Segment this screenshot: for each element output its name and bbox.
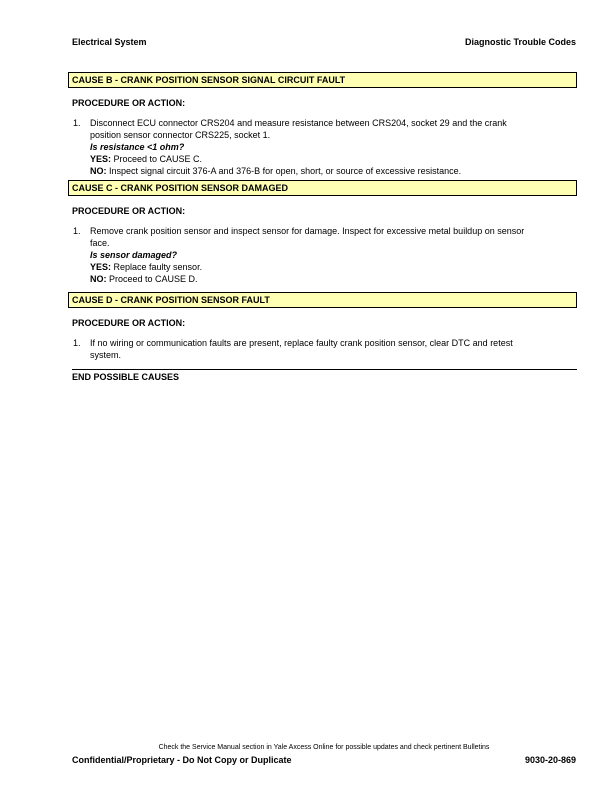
- no-answer: [90, 273, 575, 285]
- step-text-line: face.: [90, 238, 110, 248]
- document-body: [68, 72, 577, 383]
- no-label: NO:: [90, 166, 107, 176]
- step-text-line: Disconnect ECU connector CRS204 and measure resistance between CRS204, socket 29 and the crank: [90, 118, 507, 128]
- cause-d-heading: CAUSE D - CRANK POSITION SENSOR FAULT: [68, 292, 577, 308]
- yes-answer: [90, 261, 575, 273]
- yes-answer: [90, 153, 575, 165]
- confidentiality-notice: Confidential/Proprietary - Do Not Copy or Duplicate: [72, 755, 292, 765]
- page-header: [72, 37, 576, 49]
- footer-note: Check the Service Manual section in Yale Axcess Online for possible updates and check pertinent Bulletins: [158, 744, 490, 751]
- no-answer: [90, 165, 575, 177]
- step-text-line: Remove crank position sensor and inspect sensor for damage. Inspect for excessive metal buildup on sensor: [90, 226, 525, 236]
- procedure-heading: PROCEDURE OR ACTION:: [72, 98, 186, 108]
- procedure-step: [68, 117, 577, 177]
- procedure-heading: PROCEDURE OR ACTION:: [72, 206, 186, 216]
- end-divider: [72, 369, 577, 370]
- page-number: 9030-20-869: [524, 755, 576, 765]
- step-text-line: position sensor connector CRS225, socket 1.: [90, 130, 271, 140]
- step-number: 1.: [73, 118, 81, 128]
- step-number: 1.: [73, 338, 81, 348]
- yes-text: Replace faulty sensor.: [111, 262, 203, 272]
- yes-label: YES:: [90, 262, 112, 272]
- chapter-title: Diagnostic Trouble Codes: [464, 37, 576, 47]
- step-text-line: If no wiring or communication faults are present, replace faulty crank position sensor, clear DTC and retest: [90, 338, 513, 348]
- cause-c-heading: CAUSE C - CRANK POSITION SENSOR DAMAGED: [68, 180, 577, 196]
- procedure-heading: PROCEDURE OR ACTION:: [72, 318, 186, 328]
- step-number: 1.: [73, 226, 81, 236]
- procedure-step: [68, 225, 577, 285]
- cause-b-heading: CAUSE B - CRANK POSITION SENSOR SIGNAL CIRCUIT FAULT: [68, 72, 577, 88]
- page-footer: [72, 755, 576, 767]
- step-question: Is sensor damaged?: [90, 250, 178, 260]
- section-title: Electrical System: [72, 37, 147, 47]
- step-question: Is resistance <1 ohm?: [90, 142, 185, 152]
- procedure-step: [68, 337, 577, 361]
- yes-label: YES:: [90, 154, 112, 164]
- step-text-line: system.: [90, 350, 122, 360]
- no-label: NO:: [90, 274, 107, 284]
- no-text: Proceed to CAUSE D.: [106, 274, 198, 284]
- yes-text: Proceed to CAUSE C.: [111, 154, 203, 164]
- end-possible-causes: END POSSIBLE CAUSES: [72, 372, 180, 382]
- no-text: Inspect signal circuit 376-A and 376-B for open, short, or source of excessive resistance.: [106, 166, 462, 176]
